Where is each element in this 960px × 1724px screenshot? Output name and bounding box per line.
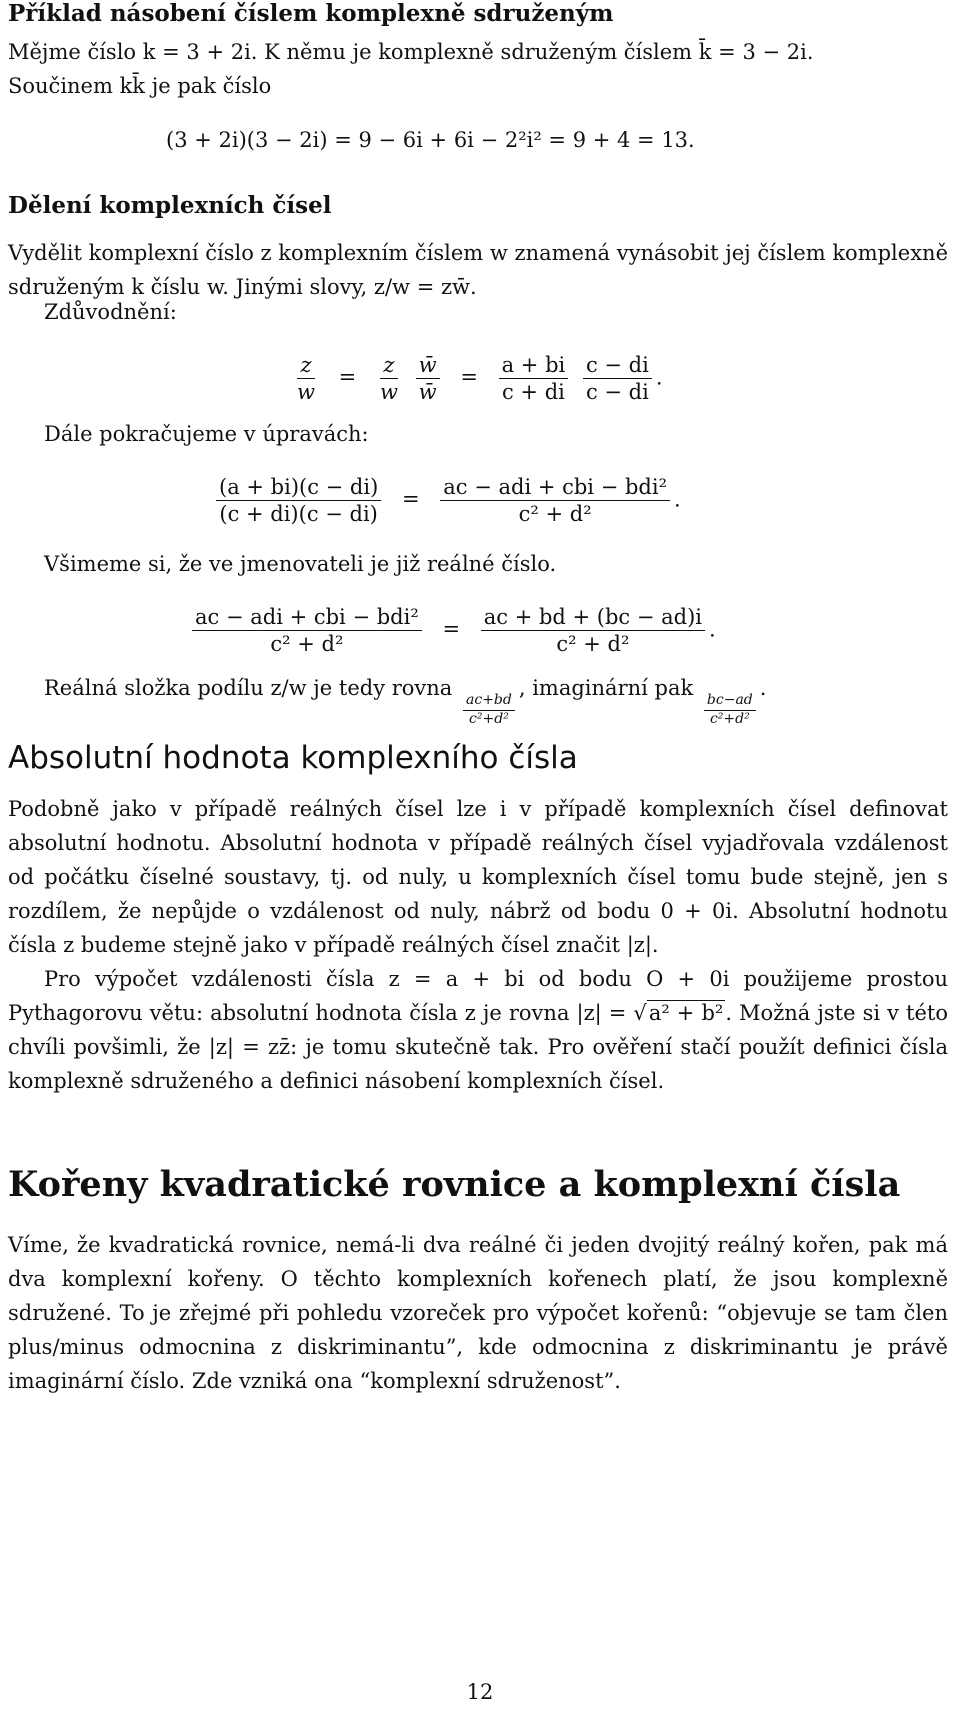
page-number: 12 (466, 1680, 494, 1704)
fraction-conj-w: $\frac{w̄}{w̄}$ (416, 352, 440, 406)
radicand: a² + b² (648, 1001, 724, 1025)
justification-label: Zdůvodnění: (44, 300, 177, 324)
division-equation-3: $\frac{\text{ac − adi + cbi − bdi²}}{\text{c² + d²}}$ = $\frac{ac + bd + (bc - ad)i}{\text{c² + d²}}$ . (188, 604, 716, 658)
continue-label: Dále pokračujeme v úpravách: (44, 422, 369, 446)
division-equation-1: $\frac{z}{w}$ = $\frac{z}{w}$ $\frac{w̄}{w̄}$ = $\frac{a + bi}{c + di}$ $\frac{c - di}{c - di}$ . (290, 352, 663, 406)
fraction-z-over-w-2: $\frac{z}{w}$ (379, 353, 398, 405)
fraction-z-over-w: $\frac{z}{w}$ (297, 353, 315, 405)
example-line-2: Součinem kk̄ je pak číslo (8, 74, 272, 98)
division-equation-2: $\frac{(a + bi)(c - di)}{(c + di)(c - di)}$ = $\frac{\text{ac − adi + cbi − bdi²}}{\text{c² + d²}}$ . (212, 474, 681, 528)
fraction-expanded-rhs: $\frac{\text{ac − adi + cbi − bdi²}}{\text{c² + d²}}$ (440, 474, 670, 528)
absolute-value-heading: Absolutní hodnota komplexního čísla (8, 740, 578, 776)
absolute-value-paragraph-1: Podobně jako v případě reálných čísel lze i v případě komplexních čísel definovat absolutní hodnotu. Absolutní hodnota v případě reálných čísel vyjadřovala vzdálenost od počátku číselné soustavy, tj. od nuly, u komplexních čísel tomu bude stejně, jen s rozdílem, že nepůjde o vzdálenost od nuly, nábrž od bodu 0 + 0i. Absolutní hodnotu čísla z budeme stejně jako v případě reálných čísel značit |z|. (8, 797, 948, 957)
quadratic-roots-paragraph: Víme, že kvadratická rovnice, nemá-li dva reálné či jeden dvojitý reálný kořen, pak má dva komplexní kořeny. O těchto komplexních kořenech platí, že jsou komplexně sdružené. To je zřejmé při pohledu vzoreček pro výpočet kořenů: “objevuje se tam člen plus/minus odmocnina z diskriminantu”, kde odmocnina z diskriminantu je právě imaginární číslo. Zde vzniká ona “komplexní sdruženost”. (8, 1233, 948, 1393)
real-denominator-note: Všimeme si, že ve jmenovateli je již reálné číslo. (44, 552, 557, 576)
quadratic-roots-heading: Kořeny kvadratické rovnice a komplexní čísla (8, 1164, 901, 1205)
division-heading: Dělení komplexních čísel (8, 192, 332, 219)
example-heading: Příklad násobení číslem komplexně sdruženým (8, 0, 614, 27)
division-paragraph: Vydělit komplexní číslo z komplexním číslem w znamená vynásobit jej číslem komplexně sdruženým k číslu w. Jinými slovy, z/w = zw̄. (8, 241, 948, 299)
fraction-expanded-lhs: $\frac{\text{ac − adi + cbi − bdi²}}{\text{c² + d²}}$ (192, 604, 422, 658)
fraction-a-bi-over-c-di: $\frac{a + bi}{c + di}$ (499, 352, 569, 406)
product-equation: (3 + 2i)(3 − 2i) = 9 − 6i + 6i − 2²i² = 9 + 4 = 13. (166, 128, 695, 152)
imag-part-fraction: $\frac{bc-ad}{\text{c²+d²}}$ (704, 692, 756, 728)
real-part-fraction: $\frac{ac+bd}{\text{c²+d²}}$ (463, 692, 515, 728)
fraction-grouped-rhs: $\frac{ac + bd + (bc - ad)i}{\text{c² + d²}}$ (481, 604, 705, 658)
absolute-value-paragraph-2: Pro výpočet vzdálenosti čísla z = a + bi od bodu O + 0i použijeme prostou Pythagorovu větu: absolutní hodnota čísla z je rovna |z| = √a² + b². Možná jste si v této chvíli povšimli, že |z| = zz̄: je tomu skutečně tak. Pro ověření stačí použít definici čísla komplexně sdruženého a definici násobení komplexních čísel. (8, 967, 948, 1093)
fraction-product-lhs: $\frac{(a + bi)(c - di)}{(c + di)(c - di)}$ (216, 474, 381, 528)
fraction-c-di-conj: $\frac{c - di}{c - di}$ (583, 352, 652, 406)
real-imag-parts-line: Reálná složka podílu z/w je tedy rovna $\frac{ac+bd}{\text{c²+d²}}$ , imaginární pak $\frac{bc-ad}{\text{c²+d²}}$ . (44, 676, 767, 727)
example-line-1: Mějme číslo k = 3 + 2i. K němu je komplexně sdruženým číslem k̄ = 3 − 2i. (8, 40, 814, 64)
